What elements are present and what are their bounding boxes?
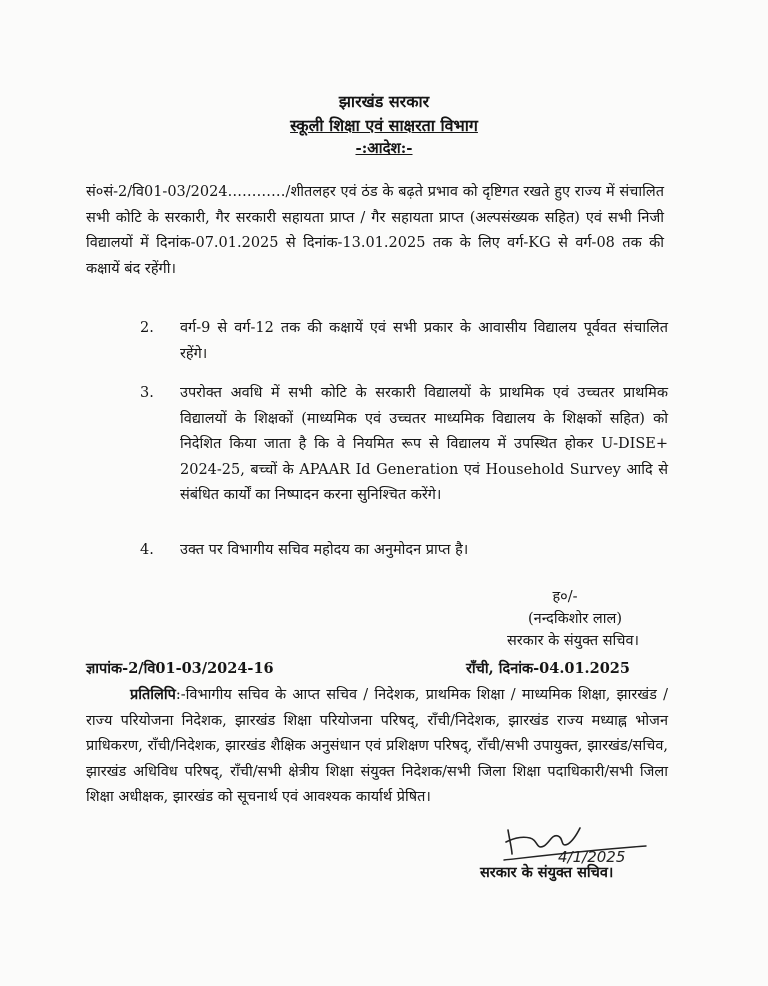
copy-text: :-विभागीय सचिव के आप्त सचिव / निदेशक, प्राथमिक शिक्षा / माध्यमिक शिक्षा, झारखंड /राज्य परियोजना निदेशक, झारखंड शिक्षा परियोजना परिषद्, राँची/निदेशक, झारखंड राज्य मध्याह्न भोजन प्राधिकरण, राँची/निदेशक, झारखंड शैक्षिक अनुसंधान एवं प्रशिक्षण परिषद्, राँची/सभी उपायुक्त, झारखंड/सचिव, झारखंड अधिविध परिषद्, राँची/सभी क्षेत्रीय शिक्षा संयुक्त निदेशक/सभी जिला शिक्षा पदाधिकारी/सभी जिला शिक्षा अधीक्षक, झारखंड को सूचनार्थ एवं आवश्यक कार्यार्थ प्रेषित।: [86, 687, 668, 805]
order-title: -:आदेश:-: [355, 139, 413, 157]
item-number: 3.: [140, 385, 154, 401]
place-date: राँची, दिनांक-04.01.2025: [466, 660, 630, 677]
copy-lead: प्रतिलिपि: [130, 686, 176, 703]
memo-number: ज्ञापांक-2/वि01-03/2024-16: [86, 660, 274, 677]
final-designation: सरकार के संयुक्त सचिव।: [480, 864, 614, 881]
government-title: झारखंड सरकार: [338, 92, 430, 111]
item-text: उपरोक्त अवधि में सभी कोटि के सरकारी विद्यालयों के प्राथमिक एवं उच्चतर प्राथमिक विद्यालयों के शिक्षकों (माध्यमिक एवं उच्चतर माध्यमिक विद्यालय के शिक्षकों सहित) को निदेशित किया जाता है कि वे नियमित रूप से विद्यालय में उपस्थित होकर U-DISE+ 2024-25, बच्चों के APAAR Id Generation एवं Household Survey आदि से संबंधित कार्यों का निष्पादन करना सुनिश्चित करेंगे।: [180, 385, 668, 503]
signatory-designation: सरकार के संयुक्त सचिव।: [506, 633, 640, 649]
order-paragraph-1: सं०सं-2/वि01-03/2024…………/शीतलहर एवं ठंड के बढ़ते प्रभाव को दृष्टिगत रखते हुए राज्य में संचालित सभी कोटि के सरकारी, गैर सरकारी सहायता प्राप्त / गैर सहायता प्राप्त (अल्पसंख्यक सहित) एवं सभी निजी विद्यालयों में दिनांक-07.01.2025 से दिनांक-13.01.2025 तक के लिए वर्ग-KG से वर्ग-08 तक की कक्षायें बंद रहेंगी।: [86, 184, 664, 277]
copy-to-paragraph: [86, 682, 668, 811]
signed-mark: ह०/-: [552, 589, 578, 605]
item-number: 2.: [140, 320, 154, 336]
handwritten-date: 4/1/2025: [558, 848, 626, 866]
item-text: वर्ग-9 से वर्ग-12 तक की कक्षायें एवं सभी प्रकार के आवासीय विद्यालय पूर्ववत संचालित रहेंगे।: [180, 320, 668, 362]
signatory-name: (नन्दकिशोर लाल): [527, 611, 622, 627]
handwritten-signature: [500, 820, 650, 866]
item-text: उक्त पर विभागीय सचिव महोदय का अनुमोदन प्राप्त है।: [180, 542, 469, 558]
item-number: 4.: [140, 542, 154, 558]
department-title: स्कूली शिक्षा एवं साक्षरता विभाग: [290, 116, 478, 135]
